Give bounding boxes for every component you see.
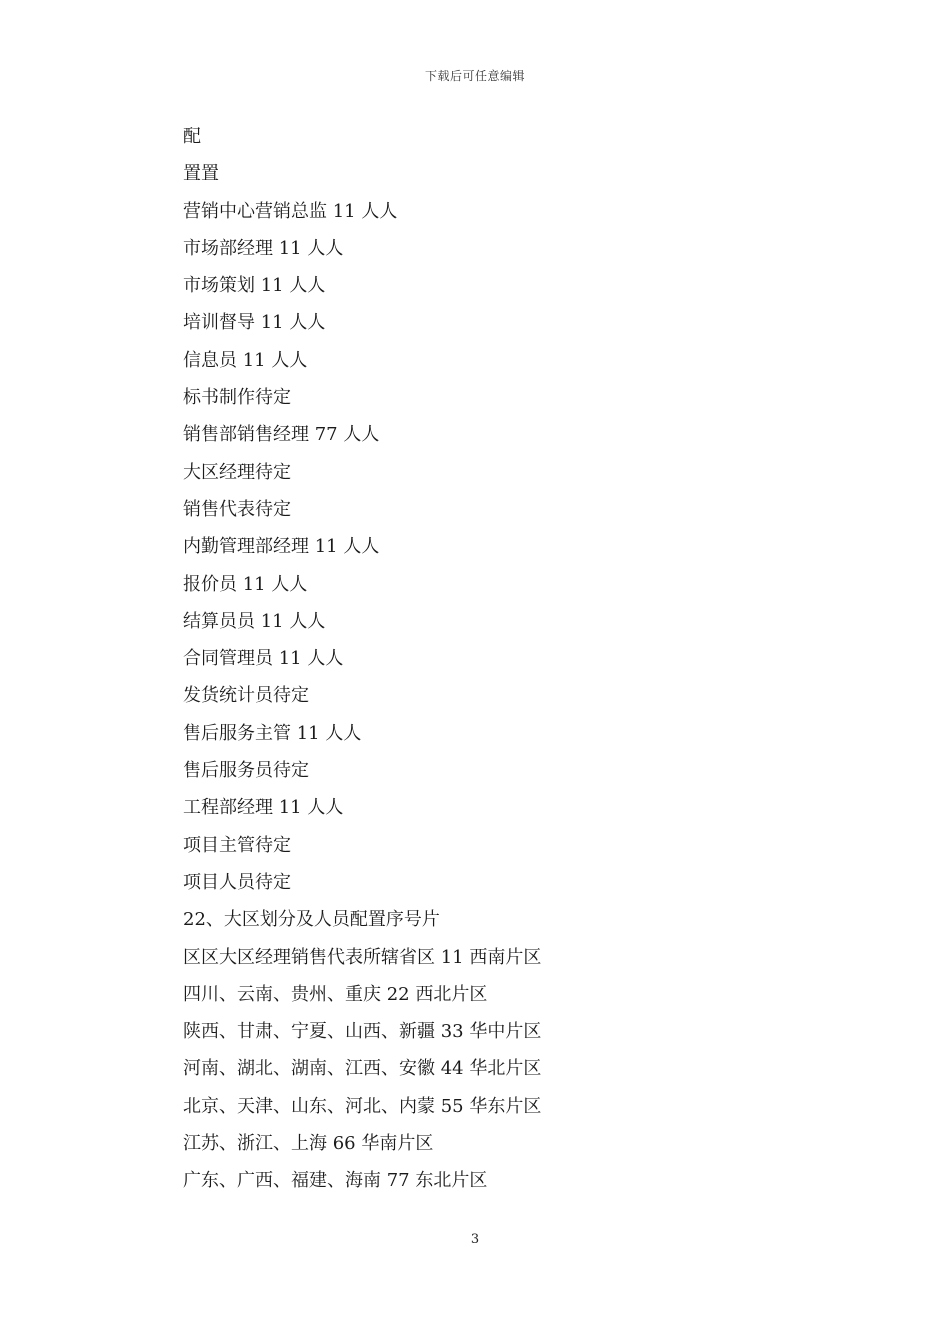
text-line: 置置 [183,163,219,185]
text-line: 项目主管待定 [183,834,291,856]
text-line: 内勤管理部经理 11 人人 [183,536,380,558]
text-line: 合同管理员 11 人人 [183,648,344,670]
text-line: 报价员 11 人人 [183,573,308,595]
text-line: 陕西、甘肃、宁夏、山西、新疆 33 华中片区 [183,1021,542,1043]
text-line: 四川、云南、贵州、重庆 22 西北片区 [183,983,488,1005]
text-line: 标书制作待定 [183,387,291,409]
header-note: 下载后可任意编辑 [424,69,525,83]
text-line: 工程部经理 11 人人 [183,797,344,819]
text-line: 广东、广西、福建、海南 77 东北片区 [183,1170,488,1192]
text-line: 市场部经理 11 人人 [183,237,344,259]
section-heading: 22、大区划分及人员配置序号片 [183,909,440,931]
text-line: 市场策划 11 人人 [183,275,326,297]
text-line: 营销中心营销总监 11 人人 [183,200,398,222]
text-line: 销售代表待定 [183,498,291,520]
text-line: 培训督导 11 人人 [183,312,326,334]
document-body [183,122,863,1204]
text-line: 信息员 11 人人 [183,349,308,371]
text-line: 大区经理待定 [183,461,291,483]
text-line: 项目人员待定 [183,871,291,893]
text-line: 北京、天津、山东、河北、内蒙 55 华东片区 [183,1095,542,1117]
text-line: 售后服务员待定 [183,760,309,782]
text-line: 结算员员 11 人人 [183,610,326,632]
text-line: 区区大区经理销售代表所辖省区 11 西南片区 [183,946,542,968]
text-line: 销售部销售经理 77 人人 [183,424,380,446]
page-number: 3 [470,1232,480,1247]
text-line: 配 [183,126,201,147]
text-line: 江苏、浙江、上海 66 华南片区 [183,1133,434,1155]
text-line: 售后服务主管 11 人人 [183,722,362,744]
text-line: 发货统计员待定 [183,685,309,707]
text-line: 河南、湖北、湖南、江西、安徽 44 华北片区 [183,1058,542,1080]
